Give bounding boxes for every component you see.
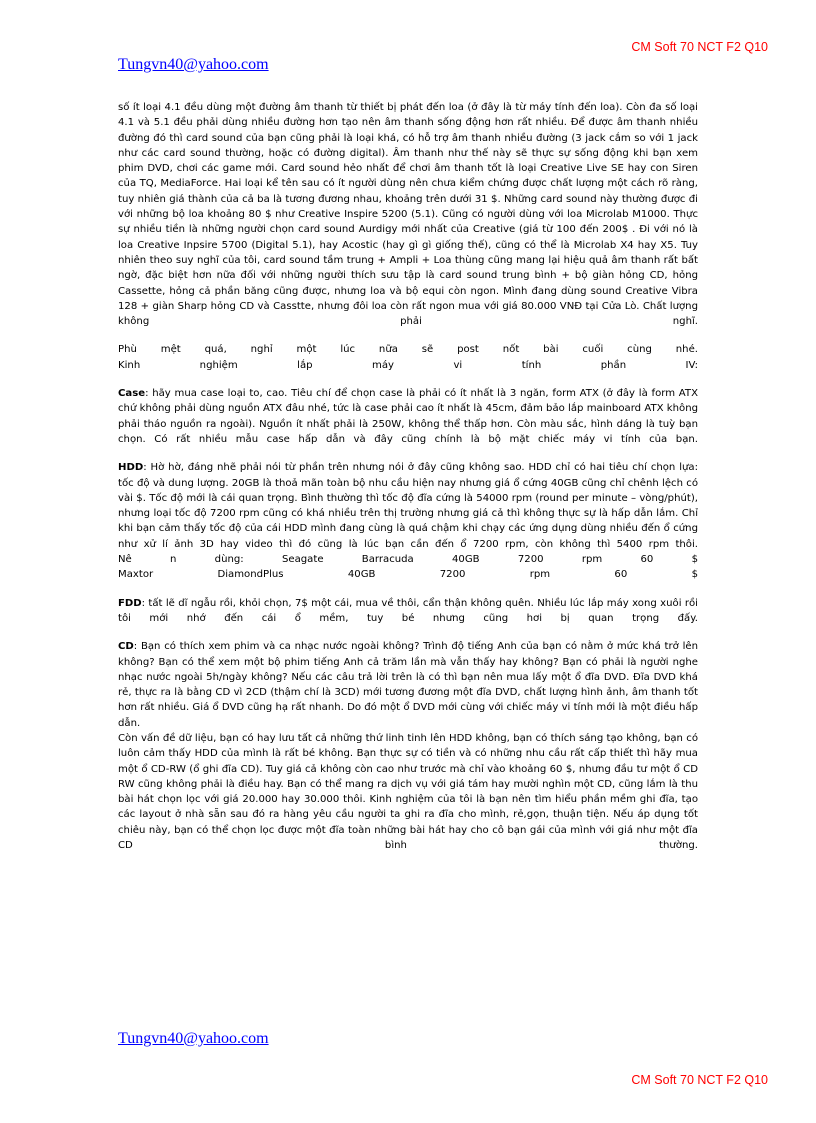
paragraph-intro-part-4 [118,342,698,373]
paragraph-case [118,386,698,447]
hdd-recommend-line-2: Maxtor DiamondPlus 40GB 7200 rpm 60 $ [118,569,698,581]
intro-line-2: Kinh nghiệm lắp máy vi tính phần IV: [118,359,698,371]
document-body [118,100,698,866]
footer-email-link[interactable]: Tungvn40@yahoo.com [118,1030,269,1047]
paragraph-hdd [118,460,698,582]
footer-right-text: CM Soft 70 NCT F2 Q10 [631,1073,768,1087]
header-right-text: CM Soft 70 NCT F2 Q10 [631,40,768,54]
cd-label: CD [118,641,134,653]
paragraph-fdd [118,596,698,627]
paragraph-cd [118,639,698,731]
fdd-label: FDD [118,597,142,609]
header-email-link[interactable]: Tungvn40@yahoo.com [118,56,269,73]
hdd-main [118,460,698,552]
hdd-text: : Hờ hờ, đáng nhẽ phải nói từ phần trên nhưng nói ở đây cũng không sao. HDD chỉ có hai tiêu chí chọn lựa: tốc độ và dung lượng. 20GB là thoả mãn toàn bộ nhu cầu hiện nay nhưng giá ổ cứng 40GB cũng chỉ chênh lệch có vài $. Tốc độ mới là cái quan trọng. Bình thường thì tốc độ đĩa cứng là 54000 rpm (round per minute – vòng/phút), nhưng loại tốc độ 7200 rpm cũng có khá nhiều trên thị trường nhưng giá cả thì không thực sự là hấp dẫn lắm. Chỉ khi bạn cảm thấy tốc độ của cái HDD mình đang cùng là quá chậm khi chạy các ứng dụng dùng nhiều đến ổ cứng như xử lí ảnh 3D hay video thì đó cũng là lúc bạn cần đến ổ 7200 rpm, còn không thì 5400 rpm thôi. [118,462,698,550]
fdd-text: : tất lẽ dĩ ngẫu rồi, khỏi chọn, 7$ một cái, mua về thôi, cẩn thận không quên. Nhiều lúc lắp máy xong xuôi rồi tôi mới nhớ đến cái ổ mềm, tuy bé nhưng cũng hơi bị quan trọng đấy. [118,597,698,624]
paragraph-sound-card: số ít loại 4.1 đều dùng một đường âm thanh từ thiết bị phát đến loa (ở đây là từ máy tính đến loa). Còn đa số loại 4.1 và 5.1 đều phải dùng nhiều đường hơn tạo nên âm thanh sống động hơn rất nhiều. Để được âm thanh nhiều đường đó thì card sound của bạn cũng phải là loại khá, có hỗ trợ âm thanh nhiều đường (3 jack cắm so với 1 jack như các card sound thường, hoặc có đường digital). Âm thanh như thế này sẽ thực sự sống động khi bạn xem phim DVD, chơi các game mới. Card sound hẻo nhất để chơi âm thanh tốt là loại Creative Live SE hay con Siren của TQ, MediaForce. Hai loại kể tên sau có ít người dùng nên chưa kiểm chứng được chất lượng một cách rõ ràng, tuy nhiên giá thành của cả ba là tương đương nhau, khoảng trên dưới 31 $. Những card sound này thường được đi với những bộ loa khoảng 80 $ như Creative Inspire 5200 (5.1). Cũng có người dùng với loa Microlab M1000. Thực sự nhiều tiền là những người chọn card sound Aurdigy mới nhất của Creative (giá từ 100 đến 200$ . Đi với nó là loa Creative Inpsire 5700 (Digital 5.1), hay Acostic (hay gì gì giống thế), cũng có thể là Microlab X4 hay X5. Tuy nhiên theo suy nghĩ của tôi, card sound tầm trung + Ampli + Loa thùng cũng mang lại hiệu quả âm thanh rất bất ngờ, đặc biệt hơn nữa đối với những người thích sưu tập là card sound trung bình + bộ giàn hỏng CD, hỏng Cassette, hỏng cả phần băng cũng được, nhưng loa và bộ equi còn ngon. Mình đang dùng sound Creative Vibra 128 + giàn Sharp hỏng CD và Casstte, nhưng đôi loa còn rất ngon mua với giá 80.000 VNĐ tại Cửa Lò. Chất lượng không phải nghĩ. [118,102,698,328]
cd-text: : Bạn có thích xem phim và ca nhạc nước ngoài không? Trình độ tiếng Anh của bạn có nằm ở mức khá trở lên không? Bạn có thể xem một bộ phim tiếng Anh cả trăm lần mà vẫn thấy hay không? Bạn có phải là người nghe nhạc nước ngoài 5h/ngày không? Nếu các câu trả lời trên là có thì bạn nên mua lấy một ổ đĩa DVD. Đĩa DVD khá rẻ, thực ra là bằng CD vì 2CD (thậm chí là 3CD) mới tương đương một đĩa DVD, chất lượng hình ảnh, âm thanh tốt hơn rất nhiều. Giá ổ DVD cũng hạ rất nhanh. Do đó một ổ DVD mới cùng với chiếc máy vi tính mới là một điều hấp dẫn. [118,641,698,729]
hdd-label: HDD [118,462,144,474]
paragraph-cd-rw: Còn vấn đề dữ liệu, bạn có hay lưu tất cả những thứ linh tinh lên HDD không, bạn có thích sáng tạo không, bạn có luôn cảm thấy HDD của mình là rất bé không. Bạn thực sự có tiền và có những nhu cầu rất cấp thiết thì hãy mua một ổ CD-RW (ổ ghi đĩa CD). Tuy giá cả không còn cao như trước mà chỉ vào khoảng 60 $, nhưng đầu tư một ổ CD RW cũng không phải là điều hay. Bạn có thể mang ra dịch vụ với giá tám hay mười nghìn một CD, cũng lắm là thu bài hát chọn lọc với giá 20.000 hay 30.000 thôi. Kinh nghiệm của tôi là bạn nên tìm hiểu phần mềm ghi đĩa, tạo các layout ở nhà sẵn sau đó ra hàng yêu cầu người ta ghi ra đĩa cho mình, rẻ,gọn, thuận tiện. Nếu áp dụng tốt chiêu này, bạn có thể chọn lọc được một đĩa toàn những bài hát hay cho cô bạn gái của mình với giá như một đĩa CD bình thường. [118,732,698,852]
case-text: : hãy mua case loại to, cao. Tiêu chí để chọn case là phải có ít nhất là 3 ngăn, form ATX (ở đây là form ATX chứ không phải dùng nguồn ATX đâu nhé, tức là case phải cao ít nhất là 45cm, đảm bảo lắp mainboard ATX không phải tháo nguồn ra ngoài). Nguồn ít nhất phải là 250W, không thể thấp hơn. Còn màu sắc, hình dáng là tuỳ bạn chọn. Có rất nhiều mẫu case hấp dẫn và đây cũng chính là bộ mặt chiếc máy vi tính của bạn. [118,388,698,445]
intro-line-1: Phù mệt quá, nghỉ một lúc nữa sẽ post nốt bài cuối cùng nhé. [118,344,698,356]
hdd-recommend-line-1: Nê n dùng: Seagate Barracuda 40GB 7200 rpm 60 $ [118,554,698,566]
case-label: Case [118,388,146,400]
